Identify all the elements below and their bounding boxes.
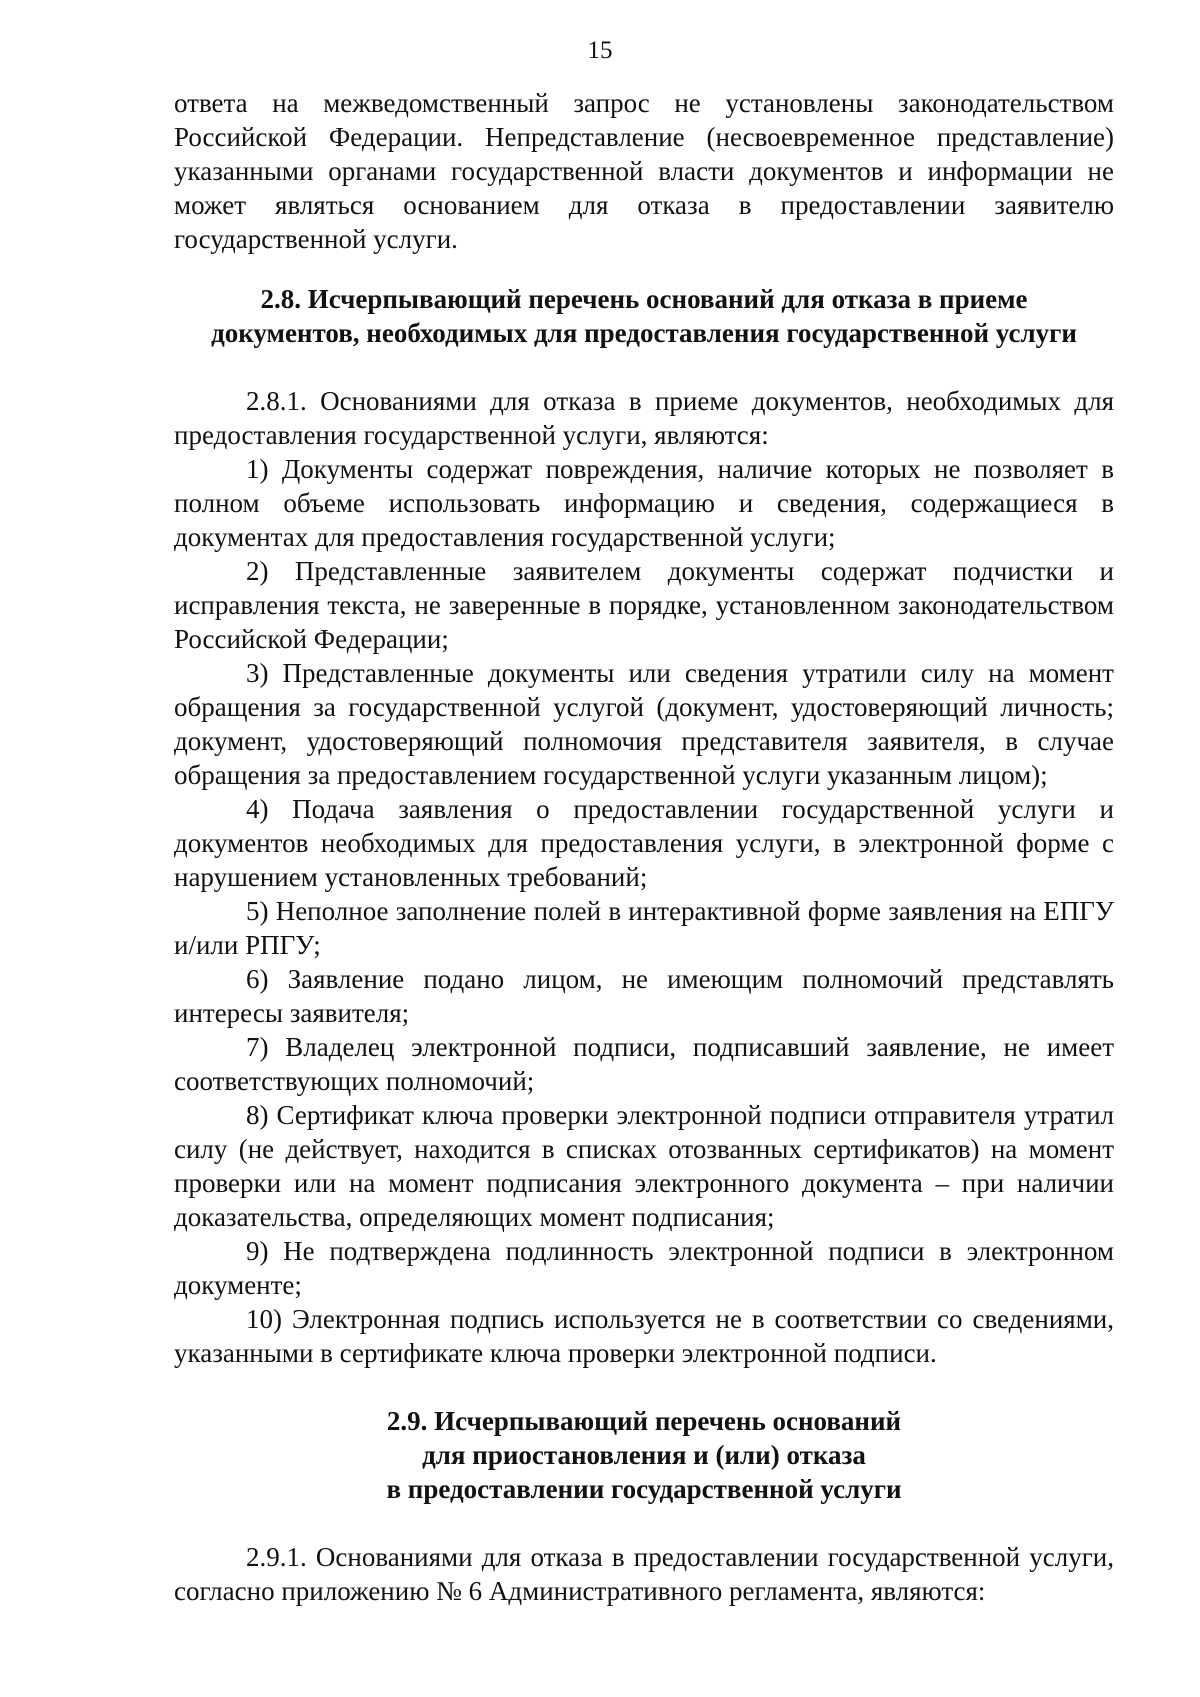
section-2-8-lead: 2.8.1. Основаниями для отказа в приеме документов, необходимых для предоставления государственной услуги, являются:: [174, 386, 1114, 450]
list-item-2: 2) Представленные заявителем документы содержат подчистки и исправления текста, не заверенные в порядке, установленном законодательством Российской Федерации;: [174, 556, 1114, 654]
list-item-4: 4) Подача заявления о предоставлении государственной услуги и документов необходимых для предоставления услуги, в электронной форме с нарушением установленных требований;: [174, 794, 1114, 892]
intro-paragraph: ответа на межведомственный запрос не установлены законодательством Российской Федерации. Непредставление (несвоевременное представление) указанными органами государственной власти документов и информации не может являться основанием для отказа в предоставлении заявителю государственной услуги.: [174, 88, 1114, 254]
section-2-8-heading-line2: документов, необходимых для предоставления государственной услуги: [211, 318, 1077, 348]
section-2-9-heading: [174, 1404, 1114, 1506]
spacer: [174, 256, 1114, 282]
list-item-6: 6) Заявление подано лицом, не имеющим полномочий представлять интересы заявителя;: [174, 964, 1114, 1028]
list-item-8: 8) Сертификат ключа проверки электронной подписи отправителя утратил силу (не действует, находится в списках отозванных сертификатов) на момент проверки или на момент подписания электронного документа – при наличии доказательства, определяющих момент подписания;: [174, 1100, 1114, 1232]
page-number: 15: [587, 37, 613, 64]
section-2-9-heading-line2: для приостановления и (или) отказа: [422, 1440, 866, 1470]
spacer: [174, 350, 1114, 384]
list-item-7: 7) Владелец электронной подписи, подписавший заявление, не имеет соответствующих полномочий;: [174, 1032, 1114, 1096]
section-2-9-lead: 2.9.1. Основаниями для отказа в предоставлении государственной услуги, согласно приложению № 6 Административного регламента, являются:: [174, 1542, 1114, 1606]
section-2-8-heading-line1: 2.8. Исчерпывающий перечень оснований для отказа в приеме: [260, 284, 1028, 314]
spacer: [174, 1506, 1114, 1540]
section-2-9-heading-line1: 2.9. Исчерпывающий перечень оснований: [386, 1406, 902, 1436]
section-2-8-heading: [174, 282, 1114, 350]
document-body: [174, 86, 1114, 1608]
spacer: [174, 1370, 1114, 1404]
section-2-9-heading-line3: в предоставлении государственной услуги: [386, 1474, 902, 1504]
list-item-5: 5) Неполное заполнение полей в интерактивной форме заявления на ЕПГУ и/или РПГУ;: [174, 896, 1114, 960]
list-item-3: 3) Представленные документы или сведения утратили силу на момент обращения за государственной услугой (документ, удостоверяющий личность; документ, удостоверяющий полномочия представителя заявителя, в случае обращения за предоставлением государственной услуги указанным лицом);: [174, 658, 1114, 790]
list-item-9: 9) Не подтверждена подлинность электронной подписи в электронном документе;: [174, 1236, 1114, 1300]
list-item-1: 1) Документы содержат повреждения, наличие которых не позволяет в полном объеме использовать информацию и сведения, содержащиеся в документах для предоставления государственной услуги;: [174, 454, 1114, 552]
list-item-10: 10) Электронная подпись используется не в соответствии со сведениями, указанными в сертификате ключа проверки электронной подписи.: [174, 1304, 1114, 1368]
